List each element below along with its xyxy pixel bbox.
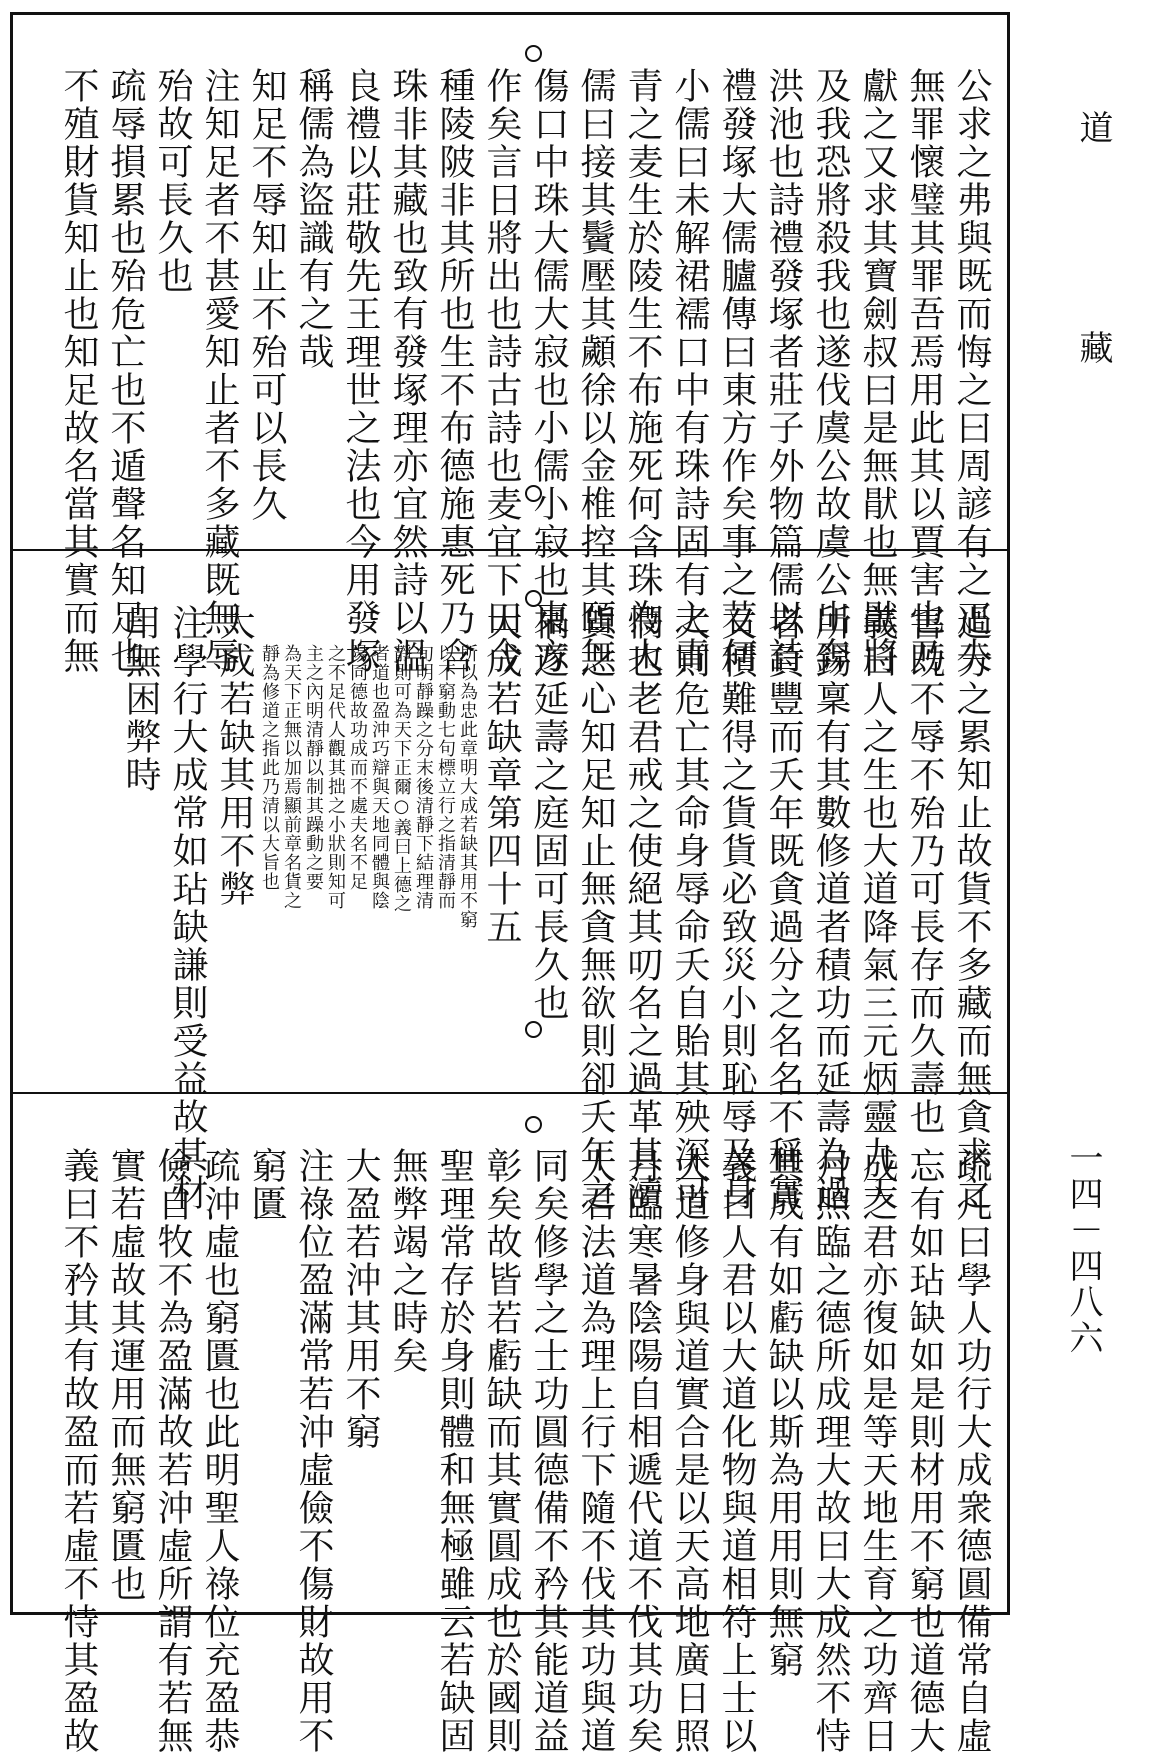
- text-column: 義曰人君以大道化物與道相符上士以: [716, 1147, 757, 1755]
- text-column: 儒曰接其鬢壓其顪徐以金椎控其頤無: [575, 67, 616, 675]
- text-column: 過分之累知止故貨不多藏而無貪求之: [951, 604, 992, 1212]
- text-column: 義曰不矜其有故盈而若虛不恃其盈故: [58, 1147, 99, 1755]
- text-column: 公求之弗與既而悔之曰周諺有之疋夫: [951, 67, 992, 675]
- commentary-note-column: 陽同德故功成而不處夫名不足: [347, 644, 368, 891]
- text-column: 疏沖虛也窮匱也此明聖人祿位充盈恭: [199, 1147, 240, 1755]
- text-column: 殆故可長久也: [152, 67, 193, 295]
- text-column: 大盈若沖其用不窮: [340, 1147, 381, 1451]
- commentary-note-column: 為天下正無以加焉顯前章名貨之: [281, 644, 302, 910]
- section-circle-mark: [525, 1116, 542, 1133]
- section-circle-mark: [525, 485, 542, 502]
- text-column: 實若虛故其運用而無窮匱也: [105, 1147, 146, 1603]
- text-column: 疏凡曰學人功行大成衆德圓備常自虛: [951, 1147, 992, 1755]
- text-column: 所錫稟有其數修道者積功而延壽為過: [810, 604, 851, 1212]
- text-column: 貨之心知足知止無貪無欲則卻夭年之: [575, 604, 616, 1212]
- text-column: 大成若缺其用不弊: [214, 604, 255, 908]
- register-divider: [13, 549, 1007, 551]
- text-column: 忘有如玷缺如是則材用不窮也道德大: [904, 1147, 945, 1755]
- commentary-note-column: 靜則可為天下正爾○義曰上德之: [391, 644, 412, 913]
- text-column: 珠非其藏也致有發塚理亦宜然詩以溫: [387, 67, 428, 675]
- text-column: 人君法道為理上行下隨不伐其功與道: [575, 1147, 616, 1755]
- text-column: 稱儒為盜識有之哉: [293, 67, 334, 371]
- text-column: 良禮以莊敬先王理世之法也今用發塚: [340, 67, 381, 675]
- text-column: 儉自牧不為盈滿故若沖虛所謂有若無: [152, 1147, 193, 1755]
- commentary-note-column: 所以為忠此章明大成若缺其用不窮: [457, 644, 478, 929]
- text-column: 獻之又求其寶劍叔曰是無猒也無猒將: [857, 67, 898, 675]
- text-column: 禮發塚大儒臚傳曰東方作矣事之若何: [716, 67, 757, 675]
- text-column: 及我恐將殺我也遂伐虞公故虞公出奔: [810, 67, 851, 675]
- text-column: 憫也老君戒之使絕其叨名之過革其瀆: [622, 604, 663, 1212]
- register-top: [13, 15, 1007, 675]
- page-number: 一四－四八六: [1063, 1140, 1103, 1356]
- bottom-text-block: [55, 1147, 995, 1755]
- text-column: 窮匱: [246, 1147, 287, 1223]
- side-title-dao: 道: [1073, 110, 1113, 150]
- section-circle-mark: [525, 1021, 542, 1038]
- text-column: 月臨寒暑陰陽自相遞代道不伐其功矣: [622, 1147, 663, 1755]
- text-column: 義曰人之生也大道降氣三元炳靈九天: [857, 604, 898, 1212]
- text-column: 洪池也詩禮發塚者莊子外物篇儒以詩: [763, 67, 804, 675]
- text-column: 不殖財貨知止也知足故名當其實而無: [58, 67, 99, 675]
- text-column: 聖理常存於身則體和無極雖云若缺固: [434, 1147, 475, 1755]
- commentary-note-column: 靜為修道之指此乃清以大旨也: [259, 644, 280, 891]
- text-column: 種陵陂非其所也生不布德施惠死乃含: [434, 67, 475, 675]
- side-title-zang: 藏: [1073, 330, 1113, 370]
- text-column: 注學行大成常如玷缺謙則受益故其材: [167, 604, 208, 1212]
- text-column: 知足不辱知止不殆可以長久: [246, 67, 287, 523]
- text-column: 注知足者不甚愛知止者不多藏既無辱: [199, 67, 240, 675]
- text-column: 彰矣故皆若虧缺而其實圓成也於國則: [481, 1147, 522, 1755]
- text-column: 大道修身與道實合是以天高地廣日照: [669, 1147, 710, 1755]
- section-circle-mark: [525, 590, 542, 607]
- page-frame: [10, 12, 1010, 1755]
- text-column: 小儒曰未解裙襦口中有珠詩固有之青: [669, 67, 710, 675]
- text-column: 大則危亡其命身辱命夭自貽其殃深可: [669, 604, 710, 1212]
- text-column: 同矣修學之士功圓德備不矜其能道益: [528, 1147, 569, 1755]
- commentary-note-column: 主之內明清靜以制其躁動之要: [303, 644, 324, 891]
- commentary-note-column: 以不窮動七句標立行之指清靜而: [435, 644, 456, 910]
- text-column: 傷口中珠大儒大寂也小儒小寂也東方: [528, 67, 569, 675]
- commentary-note-column: 者道也盈沖巧辯與天地同體與陰: [369, 644, 390, 910]
- text-column: 用無困弊時: [120, 604, 161, 794]
- commentary-note-column: 之不足代人觀其拙之小狀則知可: [325, 644, 346, 910]
- text-column: 月照臨之德所成理大故曰大成然不恃: [810, 1147, 851, 1755]
- text-column: 注祿位盈滿常若沖虛儉不傷財故用不: [293, 1147, 334, 1755]
- text-column: 其成有如虧缺以斯為用用則無窮: [763, 1147, 804, 1679]
- text-column: 成之君亦復如是等天地生育之功齊日: [857, 1147, 898, 1755]
- text-column: 青之麦生於陵生不布施死何含珠為大: [622, 67, 663, 675]
- text-column: 害既不辱不殆乃可長存而久壽也: [904, 604, 945, 1136]
- text-column: 疏辱損累也殆危亡也不遁聲名知足也: [105, 67, 146, 675]
- text-column: 又積難得之貨貨必致災小則恥辱及身: [716, 604, 757, 1212]
- section-circle-mark: [525, 45, 542, 62]
- text-column: 者負豐而夭年既貪過分之名名不稱實: [763, 604, 804, 1212]
- text-column: 大成若缺章第四十五: [481, 604, 522, 946]
- commentary-note-column: 旬明靜躁之分末後清靜下結理清: [413, 644, 434, 910]
- register-bottom: [13, 1095, 1007, 1755]
- text-column: 無罪懷璧其罪吾焉用此其以賈害也乃: [904, 67, 945, 675]
- register-divider: [13, 1092, 1007, 1094]
- text-column: 作矣言日將出也詩古詩也麦宜下田今: [481, 67, 522, 675]
- text-column: 禍遂延壽之庭固可長久也: [528, 604, 569, 1022]
- text-column: 無弊竭之時矣: [387, 1147, 428, 1375]
